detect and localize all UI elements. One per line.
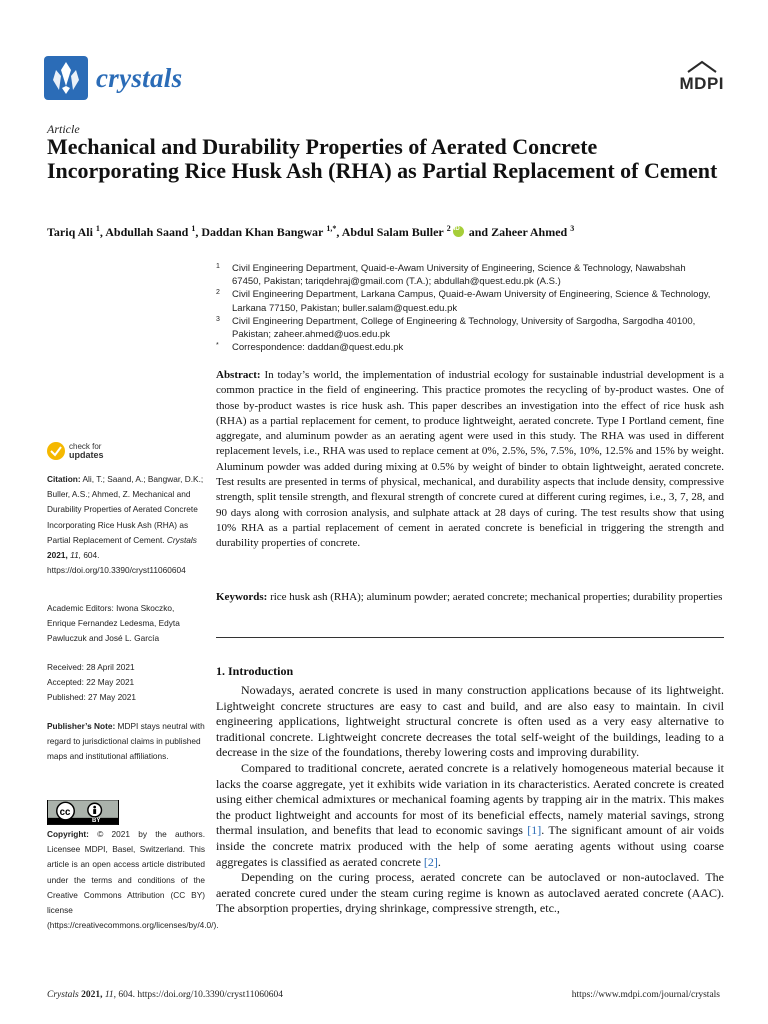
abstract [216, 368, 724, 552]
affiliation-item: * Correspondence: daddan@quest.edu.pk [216, 342, 404, 354]
article-type: Article [47, 122, 80, 136]
affiliations [216, 262, 716, 354]
abstract-text: In today’s world, the implementation of industrial ecology for sustainable industrial development is a common practice in the field of engineering. This practice promotes the recycling of by-product wastes. One of those by-product wastes is rice husk ash. This paper describes an investigation into the effect of rice husk ash (RHA) as a partial replacement for cement, to produce lightweight, aerated concrete. Type I Portland cement, fine aggregate, and aluminum powder as an aerating agent were used in this study. The RHA was used in different replacement levels, i.e., RHA was used to replace cement at 0%, 2.5%, 5%, 7.5%, 10%, 12.5% and 15% by weight. Aluminum powder was added during mixing at 0.5% by weight of binder to obtain lightweight, aerated concrete. Test results are presented in terms of physical, mechanical, and durability aspects that include density, compressive strength, split tensile strength, and flexural strength of concrete cured at different curing regimes, i.e., 3, 7, 28, and 90 days along with corrosion analysis, and sulphate attack at 28 days of curing. The test results show that using 10% RHA as a partial replacement of cement in aerated concrete is beneficial in triggering the strength and durability properties of concrete. [216, 369, 725, 550]
check-icon [47, 442, 65, 460]
author-name[interactable]: Tariq Ali [47, 225, 93, 239]
divider [216, 637, 724, 638]
author-name[interactable]: Zaheer Ahmed [491, 225, 568, 239]
author-affil-sup: 3 [570, 224, 575, 233]
mdpi-logo-icon [686, 60, 718, 74]
paragraph: Compared to traditional concrete, aerated concrete is a relatively homogeneous material because it lacks the coarse aggregate, yet it exhibits wide variation in its characteristics. Aerated concrete is created using either chemical admixtures or mechanical foaming agents by trapping air in the matrix. This makes the product lightweight and accounts for most of its beneficial effects, namely material savings, strong thermal insulation, and benefits that lead to economic savings [1]. The significant amount of air voids inside the concrete matrix produced with the help of some aerating agents without using coarse aggregates is classified as aerated concrete [2]. [216, 760, 724, 869]
keywords [216, 590, 724, 605]
academic-editors: Academic Editors: Iwona Skoczko, Enrique Fernandez Ledesma, Edyta Pawluczuk and José L. García [47, 603, 180, 644]
cc-by-label: BY [92, 818, 101, 824]
affiliation-item: 3 Civil Engineering Department, College of Engineering & Technology, University of Sargodha, Sargodha 40100, Pakistan; zaheer.ahmed@uos.edu.pk [216, 315, 696, 341]
keywords-text: rice husk ash (RHA); aluminum powder; aerated concrete; mechanical properties; durability properties [270, 591, 723, 603]
author-affil-sup: 2 [446, 224, 451, 233]
citation-doi-link[interactable]: 604. https://doi.org/10.3390/cryst11060604 [47, 550, 186, 576]
svg-text:cc: cc [59, 806, 71, 818]
check-bottom: updates [69, 449, 104, 460]
accepted-date: Accepted: 22 May 2021 [47, 677, 135, 688]
crystals-logo-icon [44, 56, 88, 100]
copyright-block: Copyright: © 2021 by the authors. Licensee MDPI, Basel, Switzerland. This article is an open access article distributed under the terms and conditions of the Creative Commons Attribution (CC BY) license (https://creativecommons.org/licenses/by/4.0/). [47, 829, 219, 931]
article-title: Mechanical and Durability Properties of Aerated Concrete Incorporating Rice Husk Ash (RHA) as Partial Replacement of Cement [47, 134, 718, 183]
journal-header [44, 56, 724, 104]
publisher-note: Publisher’s Note: MDPI stays neutral with regard to jurisdictional claims in published maps and institutional affiliations. [47, 721, 205, 762]
publisher-name: MDPI [679, 74, 724, 93]
citation-block: Citation: Ali, T.; Saand, A.; Bangwar, D.K.; Buller, A.S.; Ahmed, Z. Mechanical and Durability Properties of Aerated Concrete Incorporating Rice Husk Ash (RHA) as Partial Replacement of Cement. Crystals 2021, 11, 604. https://doi.org/10.3390/cryst11060604 [47, 474, 204, 576]
abstract-label: Abstract: [216, 369, 261, 381]
orcid-icon[interactable] [453, 226, 464, 237]
affiliation-item: 2 Civil Engineering Department, Larkana Campus, Quaid-e-Awam University of Engineering, Science & Technology, Larkana 77150, Pakistan; buller.salam@quest.edu.pk [216, 289, 711, 314]
author-name[interactable]: Abdul Salam Buller [341, 225, 444, 239]
paragraph: Depending on the curing process, aerated concrete can be autoclaved or non-autoclaved. The aerated concrete cured under the steam curing regime is known as autoclaved aerated concrete (AAC). The absorption properties, drying shrinkage, compressive strength, etc., [216, 870, 724, 916]
footer-doi-link[interactable]: 604. https://doi.org/10.3390/cryst11060604 [118, 990, 284, 1000]
author-affil-sup: 1 [95, 224, 100, 233]
check-for-updates-badge[interactable] [47, 442, 104, 460]
published-date: Published: 27 May 2021 [47, 692, 137, 703]
author-name[interactable]: Abdullah Saand [105, 225, 189, 239]
keywords-label: Keywords: [216, 591, 268, 603]
author-affil-sup: 1,* [326, 224, 337, 233]
publisher-logo[interactable] [680, 60, 725, 94]
footer-citation: Crystals 2021, 11, 604. https://doi.org/10.3390/cryst11060604 [47, 990, 284, 1000]
paragraph: Nowadays, aerated concrete is used in many construction applications because of its lightweight. Lightweight concrete structures are easy to cast and build, and are also easy to maintain. In civil engineering applications, lightweight structural concrete is often used as a very easy alternative to traditional concrete. Lightweight concrete decreases the total self-weight of the buildings, leading to a decrease in the size of the foundations, thereby lowering costs and improving durability. [216, 683, 724, 760]
check-top: check for [69, 441, 102, 451]
author-list: Tariq Ali $^1$, Abdullah Saand $^1$, Daddan Khan Bangwar $^{1,*}$, Abdul Salam Buller $^2$iD and Zaheer Ahmed $^3$ [47, 224, 737, 240]
section-heading: 1. Introduction [216, 664, 294, 678]
reference-link[interactable]: [2] [423, 854, 438, 869]
footer-journal-url[interactable]: https://www.mdpi.com/journal/crystals [571, 990, 720, 1000]
author-name[interactable]: Daddan Khan Bangwar [201, 225, 324, 239]
cc-by-icon [48, 800, 118, 825]
dates-block [47, 660, 205, 706]
body-text [216, 683, 724, 917]
reference-link[interactable]: [1] [527, 823, 542, 838]
author-affil-sup: 1 [191, 224, 196, 233]
affiliation-item: 1 Civil Engineering Department, Quaid-e-Awam University of Engineering, Science & Technology, Nawabshah 67450, Pakistan; tariqdehraj@gmail.com (T.A.); abdullah@quest.edu.pk (A.S.) [216, 263, 686, 288]
journal-logo[interactable] [44, 56, 182, 100]
journal-name: crystals [96, 62, 183, 93]
received-date: Received: 28 April 2021 [47, 662, 135, 672]
cc-by-license-badge[interactable] [47, 800, 119, 825]
